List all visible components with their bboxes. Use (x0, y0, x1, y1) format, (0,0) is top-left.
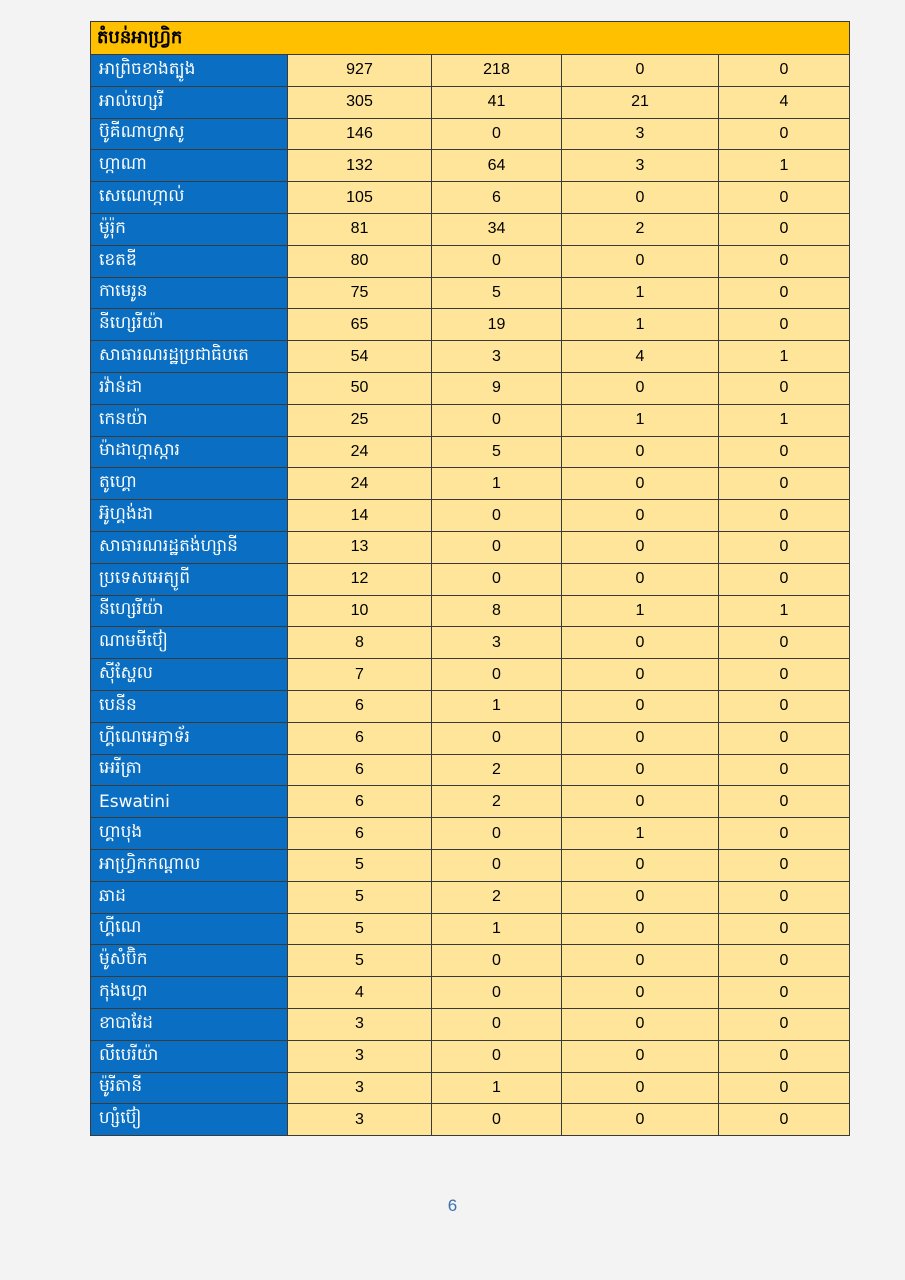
value-cell-col3: 0 (562, 531, 719, 563)
value-cell-col1: 50 (288, 372, 432, 404)
table-row (91, 372, 850, 404)
table-row (91, 404, 850, 436)
table-row (91, 55, 850, 87)
value-cell-col1: 3 (288, 1072, 432, 1104)
value-cell-col4: 0 (719, 1040, 850, 1072)
value-cell-col2: 0 (432, 1008, 562, 1040)
value-cell-col1: 54 (288, 341, 432, 373)
value-cell-col2: 0 (432, 849, 562, 881)
value-cell-col3: 0 (562, 627, 719, 659)
country-name-cell: អេរីត្រា (91, 754, 288, 786)
country-name-cell: អាហ្វ្រិកកណ្ដាល (91, 849, 288, 881)
country-name-cell: នីហ្សេរីយ៉ា (91, 595, 288, 627)
value-cell-col1: 5 (288, 849, 432, 881)
country-name-cell: តូហ្គោ (91, 468, 288, 500)
value-cell-col4: 0 (719, 945, 850, 977)
value-cell-col2: 0 (432, 118, 562, 150)
country-name-cell: រវ៉ាន់ដា (91, 372, 288, 404)
value-cell-col3: 0 (562, 182, 719, 214)
value-cell-col1: 6 (288, 786, 432, 818)
value-cell-col4: 0 (719, 690, 850, 722)
value-cell-col3: 0 (562, 881, 719, 913)
value-cell-col3: 0 (562, 500, 719, 532)
value-cell-col4: 0 (719, 372, 850, 404)
value-cell-col3: 0 (562, 659, 719, 691)
value-cell-col4: 0 (719, 659, 850, 691)
value-cell-col2: 0 (432, 563, 562, 595)
value-cell-col1: 12 (288, 563, 432, 595)
value-cell-col2: 34 (432, 213, 562, 245)
value-cell-col1: 24 (288, 436, 432, 468)
value-cell-col1: 4 (288, 977, 432, 1009)
table-row (91, 754, 850, 786)
country-name-cell: កាមេរូន (91, 277, 288, 309)
value-cell-col4: 0 (719, 1104, 850, 1136)
value-cell-col2: 0 (432, 945, 562, 977)
value-cell-col3: 0 (562, 690, 719, 722)
value-cell-col3: 0 (562, 245, 719, 277)
value-cell-col4: 0 (719, 245, 850, 277)
value-cell-col3: 1 (562, 595, 719, 627)
value-cell-col2: 1 (432, 913, 562, 945)
table-row (91, 722, 850, 754)
value-cell-col4: 0 (719, 977, 850, 1009)
value-cell-col2: 3 (432, 627, 562, 659)
country-name-cell: ស៊ីស្ហែល (91, 659, 288, 691)
value-cell-col4: 0 (719, 913, 850, 945)
value-cell-col4: 0 (719, 1072, 850, 1104)
page-number: 6 (447, 1196, 458, 1215)
country-name-cell: ហ្គាបុង (91, 818, 288, 850)
country-name-cell: ណាមមីប៊ៀ (91, 627, 288, 659)
value-cell-col1: 927 (288, 55, 432, 87)
country-name-cell: ប្រទេសអេត្យូពី (91, 563, 288, 595)
country-name-cell: ខាបាវែដ (91, 1008, 288, 1040)
value-cell-col1: 3 (288, 1008, 432, 1040)
value-cell-col4: 0 (719, 1008, 850, 1040)
table-row (91, 1104, 850, 1136)
value-cell-col4: 0 (719, 468, 850, 500)
value-cell-col4: 0 (719, 55, 850, 87)
value-cell-col4: 4 (719, 86, 850, 118)
value-cell-col4: 0 (719, 849, 850, 881)
value-cell-col2: 0 (432, 1104, 562, 1136)
value-cell-col1: 13 (288, 531, 432, 563)
table-row (91, 182, 850, 214)
country-name-cell: លីបេរីយ៉ា (91, 1040, 288, 1072)
value-cell-col2: 6 (432, 182, 562, 214)
value-cell-col1: 65 (288, 309, 432, 341)
value-cell-col2: 1 (432, 690, 562, 722)
table-body (91, 55, 850, 1136)
table-row (91, 531, 850, 563)
value-cell-col4: 0 (719, 881, 850, 913)
region-title: តំបន់អាហ្វ្រិក (91, 22, 850, 55)
value-cell-col1: 24 (288, 468, 432, 500)
value-cell-col4: 1 (719, 341, 850, 373)
value-cell-col1: 6 (288, 690, 432, 722)
value-cell-col4: 1 (719, 404, 850, 436)
value-cell-col2: 218 (432, 55, 562, 87)
value-cell-col3: 1 (562, 277, 719, 309)
value-cell-col2: 0 (432, 722, 562, 754)
value-cell-col1: 6 (288, 754, 432, 786)
country-name-cell: កុងហ្គោ (91, 977, 288, 1009)
table-row (91, 86, 850, 118)
country-name-cell: ប៊ូគីណាហ្វាសូ (91, 118, 288, 150)
table-row (91, 341, 850, 373)
country-name-cell: អាព្រិចខាងត្បូង (91, 55, 288, 87)
value-cell-col1: 8 (288, 627, 432, 659)
country-name-cell: ខេតឌី (91, 245, 288, 277)
country-name-cell: អ៊ូហ្គង់ដា (91, 500, 288, 532)
table-row (91, 690, 850, 722)
value-cell-col2: 2 (432, 754, 562, 786)
value-cell-col1: 105 (288, 182, 432, 214)
country-name-cell: ហ្កាណា (91, 150, 288, 182)
value-cell-col3: 1 (562, 309, 719, 341)
table-row (91, 436, 850, 468)
value-cell-col4: 0 (719, 563, 850, 595)
value-cell-col3: 0 (562, 372, 719, 404)
value-cell-col4: 0 (719, 500, 850, 532)
table-row (91, 786, 850, 818)
country-name-cell: ហ្គីណេអេក្វាទ័រ (91, 722, 288, 754)
value-cell-col4: 0 (719, 754, 850, 786)
value-cell-col1: 10 (288, 595, 432, 627)
value-cell-col1: 80 (288, 245, 432, 277)
value-cell-col1: 5 (288, 913, 432, 945)
value-cell-col3: 0 (562, 55, 719, 87)
value-cell-col2: 2 (432, 786, 562, 818)
value-cell-col2: 0 (432, 500, 562, 532)
value-cell-col1: 3 (288, 1040, 432, 1072)
value-cell-col4: 1 (719, 150, 850, 182)
value-cell-col2: 3 (432, 341, 562, 373)
table-row (91, 627, 850, 659)
value-cell-col3: 0 (562, 436, 719, 468)
value-cell-col3: 0 (562, 913, 719, 945)
country-name-cell: ម៉ូរីតានី (91, 1072, 288, 1104)
value-cell-col3: 0 (562, 849, 719, 881)
value-cell-col2: 2 (432, 881, 562, 913)
table-row (91, 849, 850, 881)
value-cell-col1: 3 (288, 1104, 432, 1136)
value-cell-col1: 146 (288, 118, 432, 150)
africa-region-table (90, 21, 850, 1136)
table-row (91, 500, 850, 532)
value-cell-col2: 9 (432, 372, 562, 404)
table-row (91, 1040, 850, 1072)
country-name-cell: នីហ្សេរីយ៉ា (91, 309, 288, 341)
value-cell-col1: 14 (288, 500, 432, 532)
value-cell-col3: 0 (562, 468, 719, 500)
value-cell-col3: 0 (562, 977, 719, 1009)
table-row (91, 945, 850, 977)
value-cell-col2: 0 (432, 818, 562, 850)
value-cell-col3: 0 (562, 1008, 719, 1040)
value-cell-col3: 21 (562, 86, 719, 118)
value-cell-col2: 5 (432, 277, 562, 309)
value-cell-col4: 0 (719, 436, 850, 468)
country-name-cell: ម៉ាដាហ្កាស្ការ (91, 436, 288, 468)
value-cell-col3: 0 (562, 945, 719, 977)
value-cell-col4: 0 (719, 818, 850, 850)
country-name-cell: ហ្គីណេ (91, 913, 288, 945)
country-name-cell: Eswatini (91, 786, 288, 818)
value-cell-col1: 25 (288, 404, 432, 436)
value-cell-col4: 0 (719, 786, 850, 818)
value-cell-col2: 8 (432, 595, 562, 627)
value-cell-col2: 1 (432, 468, 562, 500)
country-name-cell: ម៉ូសំប៊ិក (91, 945, 288, 977)
table-header-row (91, 22, 850, 55)
value-cell-col4: 1 (719, 595, 850, 627)
value-cell-col4: 0 (719, 309, 850, 341)
value-cell-col2: 0 (432, 977, 562, 1009)
country-name-cell: សាធារណរដ្ឋប្រជាធិបតេ (91, 341, 288, 373)
value-cell-col2: 0 (432, 245, 562, 277)
table-row (91, 1008, 850, 1040)
value-cell-col1: 5 (288, 881, 432, 913)
value-cell-col1: 6 (288, 818, 432, 850)
value-cell-col3: 1 (562, 404, 719, 436)
country-name-cell: សាធារណរដ្ឋតង់ហ្សានី (91, 531, 288, 563)
value-cell-col3: 0 (562, 1072, 719, 1104)
value-cell-col1: 5 (288, 945, 432, 977)
value-cell-col3: 3 (562, 118, 719, 150)
country-name-cell: សេណេហ្កាល់ (91, 182, 288, 214)
table-row (91, 659, 850, 691)
value-cell-col1: 132 (288, 150, 432, 182)
value-cell-col2: 64 (432, 150, 562, 182)
value-cell-col2: 0 (432, 659, 562, 691)
value-cell-col1: 6 (288, 722, 432, 754)
value-cell-col2: 0 (432, 404, 562, 436)
value-cell-col3: 1 (562, 818, 719, 850)
value-cell-col3: 0 (562, 786, 719, 818)
value-cell-col4: 0 (719, 627, 850, 659)
value-cell-col3: 0 (562, 563, 719, 595)
value-cell-col4: 0 (719, 213, 850, 245)
value-cell-col2: 1 (432, 1072, 562, 1104)
table-row (91, 881, 850, 913)
table-row (91, 213, 850, 245)
value-cell-col4: 0 (719, 182, 850, 214)
country-name-cell: ហ្សំប៊ៀ (91, 1104, 288, 1136)
value-cell-col2: 0 (432, 531, 562, 563)
country-name-cell: អាល់ហ្សេរី (91, 86, 288, 118)
value-cell-col3: 3 (562, 150, 719, 182)
table-row (91, 595, 850, 627)
value-cell-col2: 41 (432, 86, 562, 118)
value-cell-col1: 75 (288, 277, 432, 309)
value-cell-col3: 0 (562, 722, 719, 754)
value-cell-col1: 7 (288, 659, 432, 691)
country-name-cell: កេនយ៉ា (91, 404, 288, 436)
table-row (91, 118, 850, 150)
value-cell-col3: 0 (562, 1104, 719, 1136)
table-row (91, 150, 850, 182)
table-row (91, 818, 850, 850)
table-row (91, 913, 850, 945)
table-row (91, 245, 850, 277)
value-cell-col1: 81 (288, 213, 432, 245)
value-cell-col4: 0 (719, 277, 850, 309)
value-cell-col4: 0 (719, 531, 850, 563)
value-cell-col1: 305 (288, 86, 432, 118)
table-row (91, 1072, 850, 1104)
value-cell-col3: 0 (562, 1040, 719, 1072)
table-row (91, 468, 850, 500)
country-name-cell: បេនីន (91, 690, 288, 722)
value-cell-col2: 19 (432, 309, 562, 341)
country-name-cell: ម៉ូរ៉ុក (91, 213, 288, 245)
value-cell-col2: 5 (432, 436, 562, 468)
table-row (91, 277, 850, 309)
value-cell-col4: 0 (719, 118, 850, 150)
country-name-cell: ឆាដ (91, 881, 288, 913)
value-cell-col3: 2 (562, 213, 719, 245)
value-cell-col3: 4 (562, 341, 719, 373)
table-row (91, 309, 850, 341)
value-cell-col2: 0 (432, 1040, 562, 1072)
table-row (91, 563, 850, 595)
value-cell-col4: 0 (719, 722, 850, 754)
value-cell-col3: 0 (562, 754, 719, 786)
table-row (91, 977, 850, 1009)
